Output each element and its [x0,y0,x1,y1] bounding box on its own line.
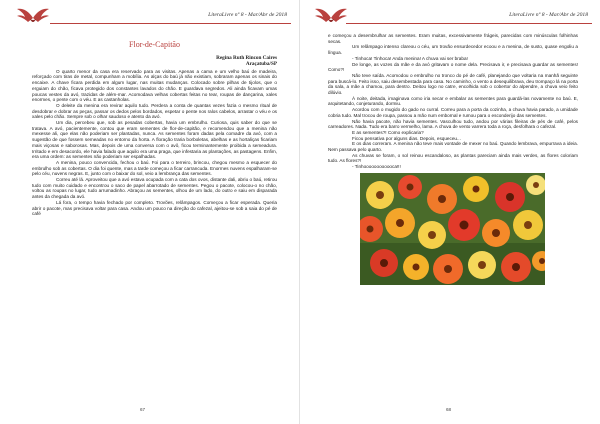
page-number: 68 [446,407,452,412]
left-page-content [32,42,277,217]
header-bar [50,14,291,24]
header-title: LiteraLivre nº 8 - Mar/Abr de 2018 [509,12,588,18]
paragraph: Ficou pensativa por alguns dias. Depois, esqueceu... [352,135,461,141]
paragraph: Correu até lá. Aproveitou que a avó estava ocupada com a cata dos ovos, distante dali, abriu o baú, retirou tudo com muito cuidado e encontrou o saco de papel abarrotado de sementes. Pegou o pacote, colocou-o no chão, voltou as roupas no lugar, tudo arrumadinho. Abraçou as sementes, olhou de um lado, do outro e saiu em disparada antes da chegada da avó. [32,177,277,200]
paragraph: Lá fora, o tempo havia fechado por completo. Trovões, relâmpagos. Começou a ficar esperada. Queria abrir o pacote, mas precisava voltar para casa. Andou um pouco na direção do cafezal, ajeitou-se sob a saia do pé de café [32,199,277,217]
right-page-content [328,33,578,285]
paragraph: O quarto menor da casa era reservado para as visitas. Apenas a cama e um velho baú de madeira, reforçado com tiras de metal, compunham a mobília. As alças do baú já não existiam, sobraram apenas os sinais do encaixe. A chave ficara perdida em algum lugar, nas muitas mudanças. Colocado sobre pilhas de tijolos, que o erguiam do chão, ficava protegido dos constantes lavados do chão. E guardava segredos. Ali ainda ficavam umas poucas vestes da avó, trazidas de além-mar. Acomodava velhas cobertas feitas no tear, roupas de dançarina, xales enormes, o pente com o véu. E as castanholas. [32,68,277,103]
right-page [300,0,600,424]
page-number: 67 [140,407,146,412]
paragraph: E as sementes?! Como explicaria? [352,129,424,135]
paragraph: e começou a desembrulhar as sementes. Eram muitas, excessivamente frágeis, parecidas com minúsculas folhinhas secas. [328,33,578,44]
paragraph: Um relâmpago intenso clareou o céu, um trovão ensurdecedor ecoou e a menina, de susto, quase engoliu a língua. [328,44,578,56]
paragraph: O deleite da menina era revirar aquilo tudo. Perdera a conta de quantas vezes fazia o mesmo ritual de desdobrar e dobrar as peças, passar os dedos pelos bordados, espetar o pente nos ralos cabelos, arrastar o véu e os xales pelo chão. Sempre sob o olhar saudoso e atento da avó. [32,102,277,120]
paragraph: Um dia, percebeu que, sob as pesadas cobertas, havia um embrulho. Curiosa, quis saber do que se tratava. A avó, pacientemente, contou que eram sementes de flor-de-capitão, e recomendou que a menina não mexesse ali, que elas não poderiam ser plantadas, nunca. As sementes foram dadas pela comadre da avó, com a sugestão de que fossem semeadas no entorno da horta. A floração traria borboletas, abelhas e as hortaliças ficariam mais viçosas e saborosas. Mas, depois de uma conversa com o avô, ficou terminantemente proibida a semeadura. Irritado e em desacordo, ele havia falado que aquilo era uma praga, que infestaria as plantações, as pastagens. Enfim, era uma ordem: as sementes não poderiam ser espalhadas. [32,120,277,160]
header-bar [346,14,592,24]
paragraph: De longe, as vozes da mãe e da avó gritavam o nome dela. Precisava ir, e precisava guardar as sementes! Como?! [328,61,578,73]
story-author: Regina Ruth Rincon Caires [216,54,277,61]
paragraph: À noite, deitada, imaginava como iria secar e embalar as sementes para guardá-las novamente no baú. E, arquitetando, conjeturando, dormiu. [328,95,578,107]
winged-logo-icon [314,6,348,26]
winged-logo-icon [16,6,50,26]
paragraph: A menina, pouco convencida, fechou o baú. Foi para o terreiro, brincou, chegou mesmo a esquecer do embrulho sob as cobertas. O dia foi quente, mas a tarde começou a ficar carrancuda. Enormes nuvens espalharam-se pelo céu, nuvens negras. E, junto com o baixar do sol, veio a lembrança das sementes. [32,159,277,177]
paragraph: Acordou com o mugido do gado no curral. Correu para a porta da cozinha, a chuva havia parado, a umidade cobria tudo. Mal trocou de roupa, passou a mão num embornal e rumou para o esconderijo das sementes. [328,107,578,118]
paragraph: As chuvas se foram, o sol reinou escandaloso, as plantas pareciam ainda mais verdes, as flores coloriam tudo. As flores?! [328,152,578,164]
story-title: Flor-de-Capitão [129,40,180,49]
paragraph: - Tinhoca! Tinhoca! Anda menina! A chuva vai ser braba! [352,55,468,61]
paragraph: - Tinhoooooooooooca!!! [352,164,401,170]
flowers-illustration [360,173,545,285]
paragraph: Não havia pacote, não havia sementes. Vasculhou tudo, andou por várias fileiras de pés de café, pelos carreadores. Nada. Tudo era barro vermelho, lama. A chuva de vento varrera toda a roça, desfolhara o cafezal. [328,118,578,130]
paragraph: E os dias correram. A menina não teve mais vontade de mexer no baú. Quando lembrava, empurrava a ideia. Nem passava pelo quarto. [328,141,578,153]
zinnia-flowers-photo [360,173,545,285]
story-place: Araçatuba/SP [245,60,277,67]
paragraph: Não teve saída. Acomodou o embrulho no tronco do pé de café, planejando que voltaria na manhã seguinte para buscá-lo. Feito isso, saiu desembestada para casa. No caminho, o vento a desequilibrava, deu trompaço lá na porta da sala, a mãe a chamou, para dentro. Deitou logo no catre, encolhida sob o cobertor do alpendre, a chuva veio feito dilúvio. [328,72,578,96]
header-title: LiteraLivre nº 8 - Mar/Abr de 2018 [208,12,287,18]
